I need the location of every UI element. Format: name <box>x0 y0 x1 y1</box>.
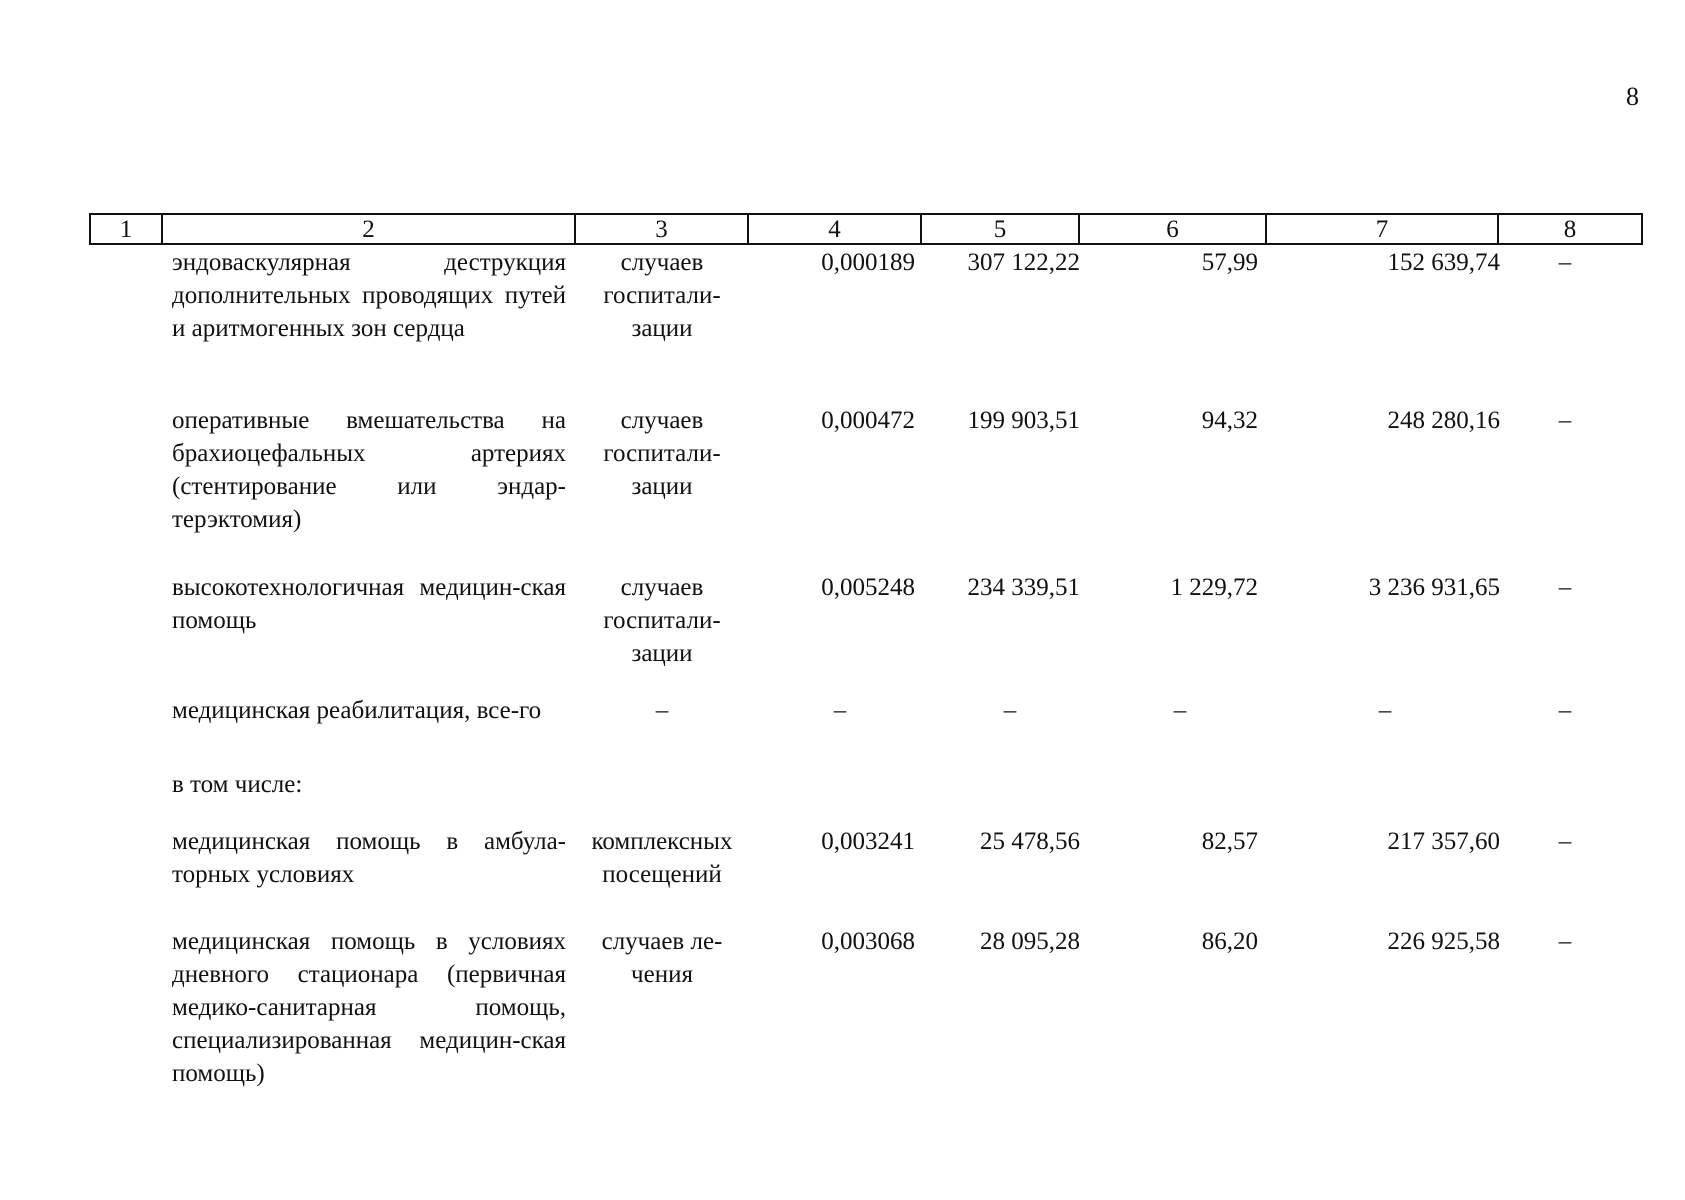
header-col-5: 5 <box>922 215 1080 243</box>
row-description: медицинская помощь в условиях дневного стационара (первичная медико-санитарная помощь, специализированная медицин-ская помощь) <box>172 928 566 1087</box>
row-description: оперативные вмешательства на брахиоцефальных артериях (стентирование или эндар-терэктомия) <box>172 407 566 533</box>
row-col-5: 234 339,51 <box>967 574 1080 601</box>
header-col-8: 8 <box>1563 216 1577 243</box>
row-col-7: 152 639,74 <box>1387 249 1500 276</box>
table-header-row <box>89 213 1643 245</box>
row-description: высокотехнологичная медицин-ская помощь <box>172 574 566 634</box>
row-col-6: 82,57 <box>1201 828 1258 855</box>
row-col-5: 199 903,51 <box>967 407 1080 434</box>
row-col-4: 0,003068 <box>821 928 915 955</box>
row-col-4: 0,000189 <box>821 249 915 276</box>
row-col-7: 217 357,60 <box>1387 828 1500 855</box>
row-col-5: 25 478,56 <box>980 828 1080 855</box>
page-number: 8 <box>1626 82 1639 111</box>
row-unit: случаев госпитали- зации <box>603 249 721 342</box>
row-col-4: 0,003241 <box>821 828 915 855</box>
row-col-6: 57,99 <box>1201 249 1258 276</box>
row-unit: случаев госпитали- зации <box>603 574 721 667</box>
row-col-7: – <box>1378 697 1392 724</box>
row-col-7: 3 236 931,65 <box>1368 574 1500 601</box>
row-description: медицинская помощь в амбула-торных условиях <box>172 828 566 888</box>
row-unit: комплексных посещений <box>591 828 733 888</box>
row-col-5: – <box>1003 697 1017 724</box>
row-col-8: – <box>1558 928 1572 955</box>
row-col-7: 248 280,16 <box>1387 407 1500 434</box>
header-col-3: 3 <box>576 215 749 243</box>
header-col-1: 1 <box>91 215 163 243</box>
header-col-6: 6 <box>1080 215 1267 243</box>
row-col-6: – <box>1173 697 1187 724</box>
row-col-8: – <box>1558 574 1572 601</box>
header-col-2: 2 <box>163 215 576 243</box>
row-col-8: – <box>1558 249 1572 276</box>
row-description: медицинская реабилитация, все-го <box>172 697 542 724</box>
row-col-8: – <box>1558 407 1572 434</box>
row-col-6: 94,32 <box>1201 407 1258 434</box>
row-col-8: – <box>1558 828 1572 855</box>
row-unit: – <box>655 697 669 724</box>
row-col-4: – <box>833 697 847 724</box>
row-description: в том числе: <box>172 771 303 798</box>
row-col-5: 307 122,22 <box>967 249 1080 276</box>
row-col-7: 226 925,58 <box>1387 928 1500 955</box>
row-unit: случаев ле- чения <box>601 928 723 988</box>
header-col-4: 4 <box>749 215 922 243</box>
row-col-4: 0,000472 <box>821 407 915 434</box>
row-col-5: 28 095,28 <box>980 928 1080 955</box>
row-col-6: 1 229,72 <box>1170 574 1258 601</box>
header-col-7: 7 <box>1267 215 1499 243</box>
row-description: эндоваскулярная деструкция дополнительных проводящих путей и аритмогенных зон сердца <box>172 249 566 342</box>
row-col-6: 86,20 <box>1201 928 1258 955</box>
row-col-4: 0,005248 <box>821 574 915 601</box>
row-col-8: – <box>1558 697 1572 724</box>
row-unit: случаев госпитали- зации <box>603 407 721 500</box>
